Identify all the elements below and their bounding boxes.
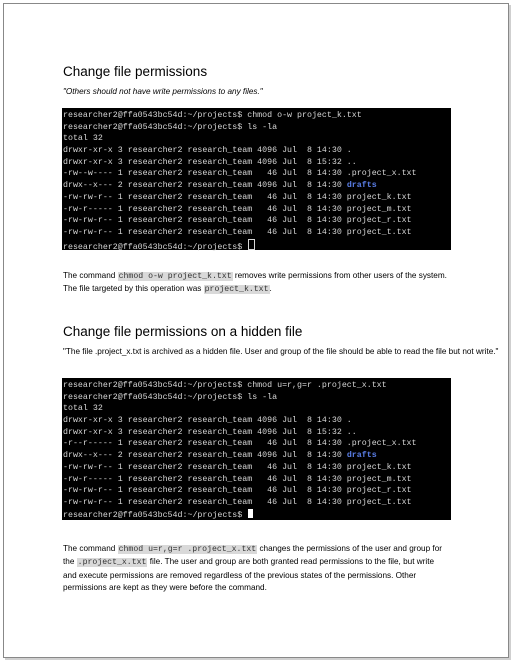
terminal-text: -rw-r----- 1 researcher2 research_team 46 Jul 8 14:30 project_m.txt (63, 474, 412, 484)
paragraph-text: The command (63, 544, 118, 553)
terminal-line (63, 204, 450, 216)
terminal-line (63, 438, 450, 450)
directory-name: drafts (346, 451, 377, 461)
terminal-line (63, 380, 450, 392)
terminal-text: -rw-rw-r-- 1 researcher2 research_team 46 Jul 8 14:30 project_r.txt (63, 216, 412, 226)
terminal-text: drwxr-xr-x 3 researcher2 research_team 4096 Jul 8 14:30 . (63, 146, 352, 156)
section-heading-change-permissions: Change file permissions (63, 64, 208, 79)
inline-code: project_k.txt (204, 285, 269, 295)
section-quote: "The file .project_x.txt is archived as a hidden file. User and group of the file should be able to read the file but not write." (63, 347, 499, 356)
terminal-text: -r--r----- 1 researcher2 research_team 46 Jul 8 14:30 .project_x.txt (63, 439, 417, 449)
explanation-paragraph (63, 270, 448, 297)
terminal-text: researcher2@ffa0543bc54d:~/projects$ (63, 242, 248, 252)
terminal-line (63, 427, 450, 439)
terminal-text: researcher2@ffa0543bc54d:~/projects$ (63, 510, 248, 520)
terminal-screenshot (62, 108, 451, 250)
terminal-line (63, 133, 450, 145)
terminal-text: drwxr-xr-x 3 researcher2 research_team 4096 Jul 8 15:32 .. (63, 157, 357, 167)
terminal-cursor (248, 239, 255, 250)
terminal-cursor (248, 509, 253, 518)
paragraph-text: changes the permissions of the user and group for the (63, 544, 442, 567)
terminal-line (63, 392, 450, 404)
terminal-line (63, 497, 450, 509)
terminal-line (63, 215, 450, 227)
terminal-line (63, 474, 450, 486)
terminal-line (63, 450, 450, 462)
paragraph-text: . (269, 284, 272, 294)
terminal-text: -rw--w---- 1 researcher2 research_team 46 Jul 8 14:30 .project_x.txt (63, 169, 417, 179)
terminal-text: -rw-r----- 1 researcher2 research_team 46 Jul 8 14:30 project_m.txt (63, 204, 412, 214)
terminal-line (63, 122, 450, 134)
terminal-line (63, 180, 450, 192)
terminal-screenshot (62, 378, 451, 520)
terminal-text: researcher2@ffa0543bc54d:~/projects$ ls -la (63, 122, 278, 132)
terminal-text: total 32 (63, 134, 103, 144)
terminal-line (63, 509, 450, 521)
terminal-text: drwxr-xr-x 3 researcher2 research_team 4096 Jul 8 14:30 . (63, 416, 352, 426)
terminal-text: total 32 (63, 404, 103, 414)
terminal-text: -rw-rw-r-- 1 researcher2 research_team 46 Jul 8 14:30 project_r.txt (63, 486, 412, 496)
terminal-text: drwx--x--- 2 researcher2 research_team 4096 Jul 8 14:30 (63, 451, 347, 461)
terminal-line (63, 415, 450, 427)
terminal-line (63, 157, 450, 169)
terminal-text: researcher2@ffa0543bc54d:~/projects$ ls -la (63, 392, 278, 402)
terminal-line (63, 168, 450, 180)
terminal-line (63, 403, 450, 415)
paragraph-text: file. The user and group are both granted read permissions to the file, but write and execute permissions are removed regardless of the previous states of the permissions. Other permissions are kept as they were before the command. (63, 557, 435, 592)
section-quote: "Others should not have write permissions to any files." (63, 87, 263, 96)
terminal-line (63, 192, 450, 204)
terminal-line (63, 110, 450, 122)
terminal-text: drwx--x--- 2 researcher2 research_team 4096 Jul 8 14:30 (63, 181, 347, 191)
explanation-paragraph (63, 543, 448, 594)
terminal-line (63, 227, 450, 239)
directory-name: drafts (346, 181, 377, 191)
terminal-text: -rw-rw-r-- 1 researcher2 research_team 46 Jul 8 14:30 project_t.txt (63, 497, 412, 507)
section-heading-hidden-file: Change file permissions on a hidden file (63, 324, 303, 339)
terminal-text: drwxr-xr-x 3 researcher2 research_team 4096 Jul 8 15:32 .. (63, 427, 357, 437)
terminal-text: researcher2@ffa0543bc54d:~/projects$ chmod u=r,g=r .project_x.txt (63, 381, 387, 390)
paragraph-text: The command (63, 271, 118, 280)
terminal-text: -rw-rw-r-- 1 researcher2 research_team 46 Jul 8 14:30 project_k.txt (63, 462, 412, 472)
terminal-line (63, 239, 450, 251)
inline-code: chmod o-w project_k.txt (118, 272, 232, 281)
terminal-line (63, 462, 450, 474)
terminal-line (63, 145, 450, 157)
terminal-line (63, 485, 450, 497)
paragraph-text: removes write permissions from other users of the system. The file targeted by this operation was (63, 271, 447, 294)
terminal-text: -rw-rw-r-- 1 researcher2 research_team 46 Jul 8 14:30 project_k.txt (63, 192, 412, 202)
inline-code: .project_x.txt (77, 558, 147, 568)
terminal-text: -rw-rw-r-- 1 researcher2 research_team 46 Jul 8 14:30 project_t.txt (63, 227, 412, 237)
inline-code: chmod u=r,g=r .project_x.txt (118, 545, 257, 554)
terminal-text: researcher2@ffa0543bc54d:~/projects$ chmod o-w project_k.txt (63, 111, 362, 120)
